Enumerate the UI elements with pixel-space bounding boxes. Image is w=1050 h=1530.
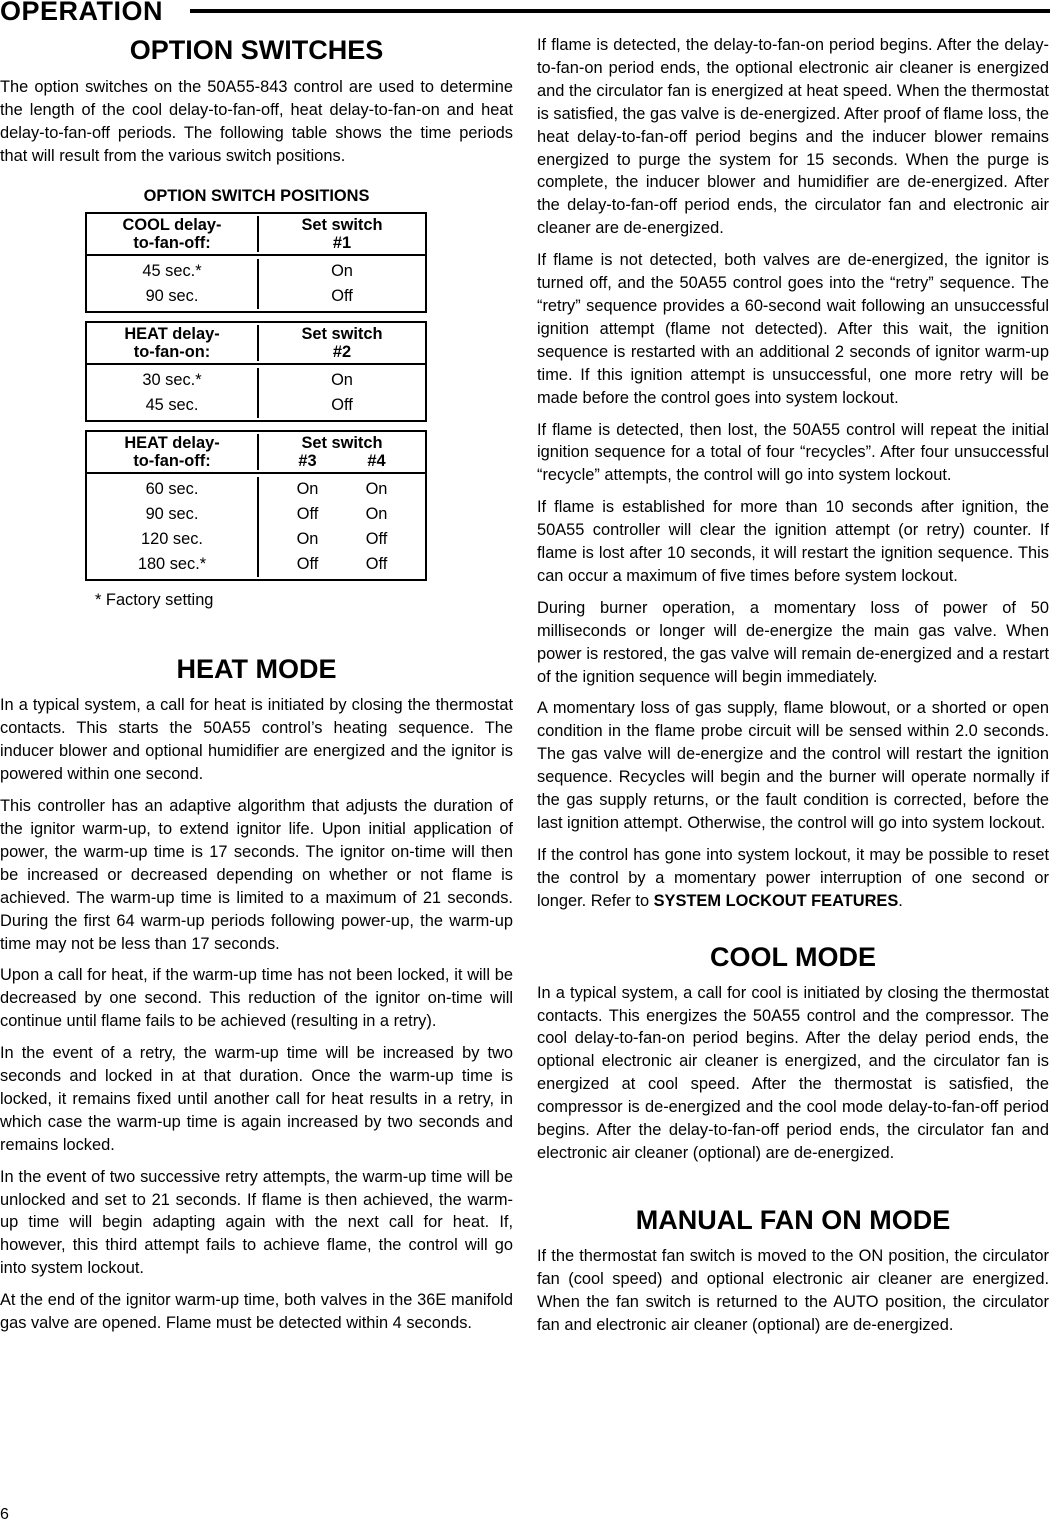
header-cell: to-fan-off: xyxy=(133,451,211,470)
header-cell: Set switch xyxy=(301,433,383,452)
table-cell: On xyxy=(331,261,353,280)
table-row xyxy=(87,527,425,552)
header-cell: COOL delay- xyxy=(122,215,222,234)
paragraph: If flame is detected, the delay-to-fan-on period begins. After the delay-to-fan-on period ends, the optional electronic air cleaner is energized and the circulator fan is energized at heat speed. When the thermostat is satisfied, the gas valve is de-energized. After proof of flame loss, the heat delay-to-fan-off period begins and the inducer blower remains energized to purge the system for 15 seconds. When the purge is complete, the inducer blower and humidifier are de-energized. After the delay-to-fan-off period ends, the circulator fan and electronic air cleaner are de-energized. xyxy=(537,36,1050,238)
paragraph: Upon a call for heat, if the warm-up time has not been locked, it will be decreased by one second. This reduction of the ignitor on-time will continue until flame fails to be achieved (resulting in a retry). xyxy=(0,966,513,1031)
section-title: OPERATION xyxy=(0,0,164,26)
table-cell: On xyxy=(365,479,388,498)
option-switches-intro: The option switches on the 50A55-843 control are used to determine the length of the cool delay-to-fan-off, heat delay-to-fan-on and heat delay-to-fan-off periods. The following table shows the time periods that will result from the various switch positions. xyxy=(0,78,513,165)
table-header xyxy=(87,214,425,256)
heat-delay-off-table xyxy=(85,430,427,581)
header-cell: #4 xyxy=(367,451,386,470)
table-title: OPTION SWITCH POSITIONS xyxy=(143,186,370,205)
table-cell: Off xyxy=(331,395,353,414)
paragraph: In a typical system, a call for cool is initiated by closing the thermostat contacts. This energizes the 50A55 control and the compressor. The cool delay-to-fan-on period begins. After the delay period ends, the optional electronic air cleaner is energized, and the circulator fan is energized at cool speed. After the thermostat is satisfied, the compressor is de-energized and the cool mode delay-to-fan-off period begins. After the delay-to-fan-off period ends, the circulator fan and electronic air cleaner (optional) are de-energized. xyxy=(537,983,1049,1162)
table-header xyxy=(87,323,425,365)
header-cell: #3 xyxy=(298,451,317,470)
table-cell: On xyxy=(296,479,319,498)
table-footnote: * Factory setting xyxy=(95,590,214,609)
manual-fan-heading: MANUAL FAN ON MODE xyxy=(635,1204,951,1235)
table-header xyxy=(87,432,425,474)
header-cell: Set switch xyxy=(301,324,383,343)
paragraph: A momentary loss of gas supply, flame blowout, or a shorted or open condition in the flame probe circuit will be sensed within 2.0 seconds. The gas valve will de-energize and the control will restart the ignition sequence. Recycles will begin and the burner will operate normally if the gas supply returns, or the fault condition is corrected, before the last ignition attempt. Otherwise, the control will go into system lockout. xyxy=(537,699,1049,832)
table-cell: On xyxy=(331,370,353,389)
paragraph: During burner operation, a momentary loss of power of 50 milliseconds or longer will de-energize the main gas valve. When power is restored, the gas valve will remain de-energized and a restart of the ignition sequence will begin immediately. xyxy=(537,598,1049,686)
table-cell: 180 sec.* xyxy=(87,552,259,577)
table-cell: Off xyxy=(365,554,388,573)
paragraph: In the event of a retry, the warm-up time will be increased by two seconds and locked in at that duration. Once the warm-up time is locked, it remains fixed until another call for heat results in a retry, in which case the warm-up time is again increased by two seconds and remains locked. xyxy=(0,1044,513,1154)
table-cell: Off xyxy=(296,554,319,573)
paragraph: At the end of the ignitor warm-up time, both valves in the 36E manifold gas valve are opened. Flame must be detected within 4 seconds. xyxy=(0,1291,513,1333)
heat-mode-heading: HEAT MODE xyxy=(176,654,337,685)
option-switches-heading: OPTION SWITCHES xyxy=(129,35,384,65)
header-cell: #2 xyxy=(332,342,352,361)
paragraph xyxy=(537,844,1049,913)
header-cell: Set switch xyxy=(301,215,383,234)
header-cell: #1 xyxy=(332,233,352,252)
table-cell: 90 sec. xyxy=(87,502,259,527)
table-cell: Off xyxy=(331,286,353,305)
header-cell: to-fan-off: xyxy=(133,233,211,252)
page-number: 6 xyxy=(0,1506,9,1523)
header-cell: HEAT delay- xyxy=(124,324,220,343)
right-column xyxy=(537,34,1049,1346)
table-row xyxy=(87,368,425,393)
table-cell: 30 sec.* xyxy=(87,368,259,393)
cool-mode-heading: COOL MODE xyxy=(709,941,876,972)
paragraph-text: . xyxy=(898,891,903,910)
paragraph-text: If the control has gone into system lockout, it may be possible to reset the control by a momentary power interruption of one second or longer. Refer to xyxy=(537,845,1049,910)
table-row xyxy=(87,552,425,577)
table-row xyxy=(87,259,425,284)
table-cell: Off xyxy=(296,504,319,523)
paragraph: In a typical system, a call for heat is initiated by closing the thermostat contacts. This starts the 50A55 control’s heating sequence. The inducer blower and optional humidifier are energized and the ignitor is powered within one second. xyxy=(0,696,513,784)
table-cell: On xyxy=(365,504,388,523)
page-header xyxy=(0,0,1050,28)
cross-reference: SYSTEM LOCKOUT FEATURES xyxy=(653,891,899,910)
header-cell: HEAT delay- xyxy=(124,433,220,452)
table-cell: 60 sec. xyxy=(87,477,259,502)
table-cell: 45 sec. xyxy=(87,393,259,418)
paragraph: If the thermostat fan switch is moved to the ON position, the circulator fan (cool speed) and optional electronic air cleaner are energized. When the fan switch is returned to the AUTO position, the circulator fan and electronic air cleaner (optional) are de-energized. xyxy=(537,1246,1049,1334)
paragraph: If flame is detected, then lost, the 50A55 control will repeat the initial ignition sequence for a total of four “recycles”. After four unsuccessful “recycle” attempts, the control will go into system lockout. xyxy=(537,420,1049,485)
table-row xyxy=(87,284,425,309)
table-row xyxy=(87,393,425,418)
table-cell: 120 sec. xyxy=(87,527,259,552)
table-cell: 45 sec.* xyxy=(87,259,259,284)
table-row xyxy=(87,477,425,502)
table-cell: On xyxy=(296,529,319,548)
header-rule xyxy=(190,9,1050,13)
heat-delay-on-table xyxy=(85,321,427,422)
table-row xyxy=(87,502,425,527)
header-cell: to-fan-on: xyxy=(133,342,211,361)
paragraph: If flame is not detected, both valves are de-energized, the ignitor is turned off, and the 50A55 control goes into the “retry” sequence. The “retry” sequence provides a 60-second wait following an unsuccessful ignition attempt (flame not detected). After this wait, the ignition sequence is restarted with an additional 2 seconds of ignitor warm-up time. If this ignition attempt is unsuccessful, one more retry will be made before the control goes into system lockout. xyxy=(537,251,1049,407)
paragraph: In the event of two successive retry attempts, the warm-up time will be unlocked and set to 21 seconds. If flame is then achieved, the warm-up time will begin adapting again with the next call for heat. If, however, this third attempt fails to achieve flame, the control will go into system lockout. xyxy=(0,1167,513,1278)
cool-delay-table xyxy=(85,212,427,313)
paragraph: This controller has an adaptive algorithm that adjusts the duration of the ignitor warm-up, to extend ignitor life. Upon initial application of power, the warm-up time is 17 seconds. The ignitor on-time will then be increased or decreased depending on whether or not flame is achieved. The warm-up time is limited to a maximum of 21 seconds. During the first 64 warm-up periods following power-up, the warm-up time may not be less than 17 seconds. xyxy=(0,797,513,953)
table-cell: Off xyxy=(365,529,388,548)
left-column xyxy=(0,34,513,1344)
paragraph: If flame is established for more than 10 seconds after ignition, the 50A55 controller will clear the ignition attempt (or retry) counter. If flame is lost after 10 seconds, it will restart the ignition sequence. This can occur a maximum of five times before system lockout. xyxy=(537,498,1049,585)
table-cell: 90 sec. xyxy=(87,284,259,309)
